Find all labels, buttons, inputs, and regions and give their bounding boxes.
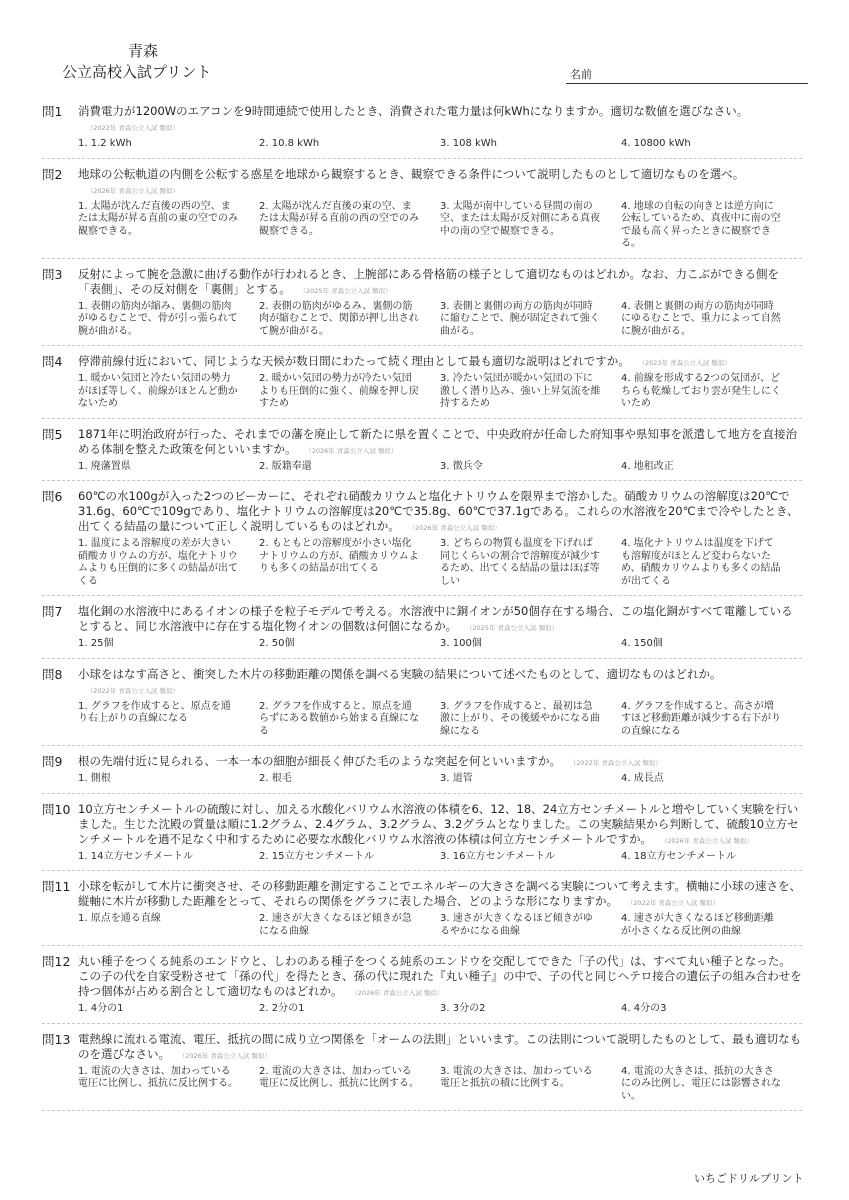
question-number: 問8 [42,666,63,682]
question-item [42,1032,802,1112]
question-text: 丸い種子をつくる純系のエンドウと、しわのある種子をつくる純系のエンドウを交配してできた「子の代」は、すべて丸い種子となった。この子の代を自家受粉させて「孫の代」を得たとき、孫の代に現れた『丸い種子』の中で、子の代と同じヘテロ接合の遺伝子の組み合わせを持つ個体が占める割合として適切なものはどれか。 [78,954,802,998]
question-text: 塩化銅の水溶液中にあるイオンの様子を粒子モデルで考える。水溶液中に銅イオンが50個存在する場合、この塩化銅がすべて電離しているとすると、同じ水溶液中に存在する塩化物イオンの個数は何個になるか。 [78,604,793,633]
answer-choice[interactable]: 2. 表側の筋肉がゆるみ、裏側の筋肉が縮むことで、関節が押し出されて腕が曲がる。 [259,300,419,337]
question-item [42,667,802,747]
answer-choice[interactable]: 1. 14立方センチメートル [78,850,194,862]
question-source: （2026年 青森公立入試 類似） [308,446,398,455]
question-source: （2026年 青森公立入試 類似） [90,186,179,195]
answer-choice[interactable]: 4. 18立方センチメートル [621,850,737,862]
question-text: 地球の公転軌道の内側を公転する惑星を地球から観察するとき、観察できる条件について説明したものとして適切なものを選べ。 [78,166,745,181]
question-item [42,489,802,596]
question-item [42,802,802,872]
answer-choice[interactable]: 1. 原点を通る直線 [78,913,161,924]
question-number: 問1 [42,104,63,119]
question-text-block [78,354,802,371]
answer-choice[interactable]: 2. 10.8 kWh [259,138,320,149]
answer-choice[interactable]: 3. 太陽が南中している昼間の南の空、または太陽が反対側にある真夜中の南の空で観察できる。 [440,200,600,237]
choice-row [78,773,802,786]
question-text: 60℃の水100gが入った2つのビーカーに、それぞれ硝酸カリウムと塩化ナトリウムを限界まで溶かした。硝酸カリウムの溶解度は20℃で31.6g、60℃で109gであり、塩化ナトリウムの溶解度は20℃で35.8g、60℃で37.1gである。これらの水溶液を20℃まで冷やしたとき、出てくる結晶の量について正しく説明しているものはどれか。 [78,489,799,533]
question-text-block [78,489,802,536]
question-number: 問11 [42,879,71,894]
answer-choice[interactable]: 3. 徴兵令 [440,460,483,472]
answer-choice[interactable]: 4. 塩化ナトリウムは温度を下げても溶解度がほとんど変わらないため、硝酸カリウムよりも多くの結晶が出てくる [621,538,781,587]
question-source: （2022年 青森公立入試 類似） [90,124,179,132]
choice-row [78,373,802,411]
answer-choice[interactable]: 3. 電流の大きさは、加わっている電圧と抵抗の積に比例する。 [440,1065,593,1089]
question-item [42,604,802,659]
question-text: 消費電力が1200Wのエアコンを9時間連続で使用したとき、消費された電力量は何kWhになりますか。適切な数値を選びなさい。 [78,104,749,118]
answer-choice[interactable]: 1. 廃藩置県 [78,460,131,472]
question-text-block [78,604,802,636]
choice-row [78,1003,802,1016]
question-text: 反射によって腕を急激に曲げる動作が行われるとき、上腕部にある骨格筋の様子として適切なものはどれか。なお、力こぶができる側を「表側」、その反対側を「裏側」とする。 [78,266,780,296]
question-text: 小球を転がして木片に衝突させ、その移動距離を測定することでエネルギーの大きさを調べる実験について考えます。横軸に小球の速さを、縦軸に木片が移動した距離をとって、それらの関係をグラフに表した場合、どのような形になりますか。 [78,879,801,908]
answer-choice[interactable]: 2. 太陽が沈んだ直後の東の空、または太陽が昇る直前の西の空でのみ観察できる。 [259,200,419,237]
answer-choice[interactable]: 1. 暖かい気団と冷たい気団の勢力がほぼ等しく、前線がほとんど動かないため [78,373,238,409]
answer-choice[interactable]: 4. 4分の3 [621,1003,667,1014]
question-number: 問2 [42,166,63,182]
answer-choice[interactable]: 1. 25個 [78,638,114,649]
answer-choice[interactable]: 1. グラフを作成すると、原点を通り右上がりの直線になる [78,700,231,724]
answer-choice[interactable]: 1. 温度による溶解度の差が大きい硝酸カリウムの方が、塩化ナトリウムよりも圧倒的に多くの結晶が出てくる [78,538,238,587]
answer-choice[interactable]: 4. 速さが大きくなるほど移動距離が小さくなる反比例の曲線 [621,913,774,937]
question-number: 問4 [42,354,63,369]
answer-choice[interactable]: 2. 15立方センチメートル [259,850,375,862]
question-text: 根の先端付近に見られる、一本一本の細胞が細長く伸びた毛のような突起を何といいますか。 [78,754,561,768]
question-source: （2025年 青森公立入試 類似） [469,624,559,632]
answer-choice[interactable]: 3. 速さが大きくなるほど傾きがゆるやかになる曲線 [440,913,593,937]
question-text: 電熱線に流れる電流、電圧、抵抗の間に成り立つ関係を「オームの法則」といいます。この法則について説明したものとして、最も適切なものを選びなさい。 [78,1031,802,1061]
question-source: （2022年 青森公立入試 類似） [90,686,179,695]
answer-choice[interactable]: 3. 冷たい気団が暖かい気団の下に激しく潜り込み、強い上昇気流を維持するため [440,373,601,409]
answer-choice[interactable]: 1. 表側の筋肉が縮み、裏側の筋肉がゆるむことで、骨が引っ張られて腕が曲がる。 [78,300,238,337]
question-item [42,879,802,946]
answer-choice[interactable]: 2. 版籍奉還 [259,460,312,472]
print-header [0,0,849,100]
answer-choice[interactable]: 2. グラフを作成すると、原点を通らずにある数値から始まる直線になる [259,700,419,737]
question-text: 10立方センチメートルの硫酸に対し、加える水酸化バリウム水溶液の体積を6、12、18、24立方センチメートルと増やしていく実験を行いました。生じた沈殿の質量は順に1.2グラム、2.4グラム、3.2グラム、3.2グラムとなりました。この実験結果から判断して、硫酸10立方センチメートルを過不足なく中和するために必要な水酸化バリウム水溶液の体積は何立方センチメートルですか。 [78,801,799,846]
question-text-block [78,267,802,299]
question-source: （2026年 青森公立入試 類似） [354,989,444,997]
question-source: （2026年 青森公立入試 類似） [411,524,501,532]
answer-choice[interactable]: 3. 108 kWh [440,138,498,149]
answer-choice[interactable]: 3. 道管 [440,773,473,784]
answer-choice[interactable]: 2. 根毛 [259,773,292,784]
question-source: （2023年 青森公立入試 類似） [641,359,731,367]
question-source: （2026年 青森公立入試 類似） [182,1051,271,1060]
choice-row [78,1066,802,1104]
question-number: 問9 [42,754,63,769]
answer-choice[interactable]: 1. 太陽が沈んだ直後の西の空、または太陽が昇る直前の東の空でのみ観察できる。 [78,200,238,237]
question-text-block [78,754,802,771]
answer-choice[interactable]: 4. 10800 kWh [621,138,691,149]
prefecture-title: 青森 [128,42,159,60]
answer-choice[interactable]: 1. 4分の1 [78,1003,124,1014]
print-title: 公立高校入試プリント [62,63,212,81]
answer-choice[interactable]: 4. 成長点 [621,773,664,784]
question-text: 小球をはなす高さと、衝突した木片の移動距離の関係を調べる実験の結果について述べたものとして、適切なものはどれか。 [78,666,722,681]
answer-choice[interactable]: 3. 100個 [440,638,482,649]
answer-choice[interactable]: 4. グラフを作成すると、高さが増すほど移動距離が減少する右下がりの直線になる [621,700,781,737]
answer-choice[interactable]: 4. 電流の大きさは、抵抗の大きさにのみ比例し、電圧には影響されない。 [621,1065,781,1102]
question-text-block [78,427,802,459]
question-item [42,267,802,347]
answer-choice[interactable]: 2. 電流の大きさは、加わっている電圧に反比例し、抵抗に比例する。 [259,1065,419,1089]
answer-choice[interactable]: 2. 2分の1 [259,1003,305,1014]
question-number: 問3 [42,266,63,282]
answer-choice[interactable]: 3. グラフを作成すると、最初は急激に上がり、その後緩やかになる曲線になる [440,700,600,737]
question-text-block [78,104,802,136]
question-text: 1871年に明治政府が行った、それまでの藩を廃止して新たに県を置くことで、中央政府が任命した府知事や県知事を派遣して地方を直接治める体制を整えた政策を何といいますか。 [78,426,798,456]
answer-choice[interactable]: 3. 16立方センチメートル [440,850,556,862]
choice-row [78,638,802,651]
question-list [42,104,802,1119]
choice-row [78,138,802,151]
question-text-block [78,802,802,849]
question-item [42,354,802,419]
question-text-block [78,1032,802,1064]
name-label: 名前 [570,68,592,81]
choice-row [78,201,802,251]
answer-choice[interactable]: 4. 表側と裏側の両方の筋肉が同時にゆるむことで、重力によって自然に腕が曲がる。 [621,300,781,337]
question-item [42,954,802,1024]
question-text-block [78,167,802,199]
answer-choice[interactable]: 1. 1.2 kWh [78,138,132,149]
question-number: 問6 [42,489,63,504]
question-item [42,427,802,482]
choice-row [78,461,802,474]
question-number: 問12 [42,954,71,969]
question-number: 問10 [42,801,71,817]
answer-choice[interactable]: 1. 側根 [78,773,111,784]
question-source: （2026年 青森公立入試 類似） [663,836,753,845]
question-text-block [78,954,802,1001]
question-item [42,167,802,259]
answer-choice[interactable]: 4. 地租改正 [621,460,674,472]
question-text-block [78,879,802,911]
choice-row [78,301,802,339]
choice-row [78,913,802,938]
answer-choice[interactable]: 4. 前線を形成する2つの気団が、どちらも乾燥しており雲が発生しにくいため [621,373,781,409]
answer-choice[interactable]: 4. 地球の自転の向きとは逆方向に公転しているため、真夜中に南の空で最も高く昇ったときに観察できる。 [621,200,781,249]
question-source: （2022年 青森公立入試 類似） [573,759,662,767]
answer-choice[interactable]: 2. 50個 [259,638,295,649]
question-number: 問7 [42,604,63,619]
answer-choice[interactable]: 2. 暖かい気団の勢力が冷たい気団よりも圧倒的に強く、前線を押し戻すため [259,373,419,409]
choice-row [78,701,802,739]
question-source: （2025年 青森公立入試 類似） [302,286,392,295]
question-item [42,754,802,794]
answer-choice[interactable]: 3. 表側と裏側の両方の筋肉が同時に縮むことで、腕が固定されて強く曲がる。 [440,300,600,337]
footer-brand: いちごドリルプリント [694,1172,804,1185]
name-field-line[interactable] [566,83,808,84]
question-item [42,104,802,159]
question-text: 停滞前線付近において、同じような天候が数日間にわたって続く理由として最も適切な説明はどれですか。 [78,354,630,368]
choice-row [78,851,802,864]
question-number: 問13 [42,1031,71,1047]
answer-choice[interactable]: 2. もともとの溶解度が小さい塩化ナトリウムの方が、硝酸カリウムよりも多くの結晶が出てくる [259,538,419,574]
question-source: （2022年 青森公立入試 類似） [630,899,719,907]
question-text-block [78,667,802,699]
question-number: 問5 [42,426,63,442]
choice-row [78,538,802,588]
answer-choice[interactable]: 3. どちらの物質も温度を下げれば同じくらいの割合で溶解度が減少するため、出てくる結晶の量はほぼ等しい [440,538,600,587]
answer-choice[interactable]: 4. 150個 [621,638,663,649]
answer-choice[interactable]: 2. 速さが大きくなるほど傾きが急になる曲線 [259,913,412,937]
answer-choice[interactable]: 1. 電流の大きさは、加わっている電圧に比例し、抵抗に反比例する。 [78,1065,238,1089]
answer-choice[interactable]: 3. 3分の2 [440,1003,486,1014]
